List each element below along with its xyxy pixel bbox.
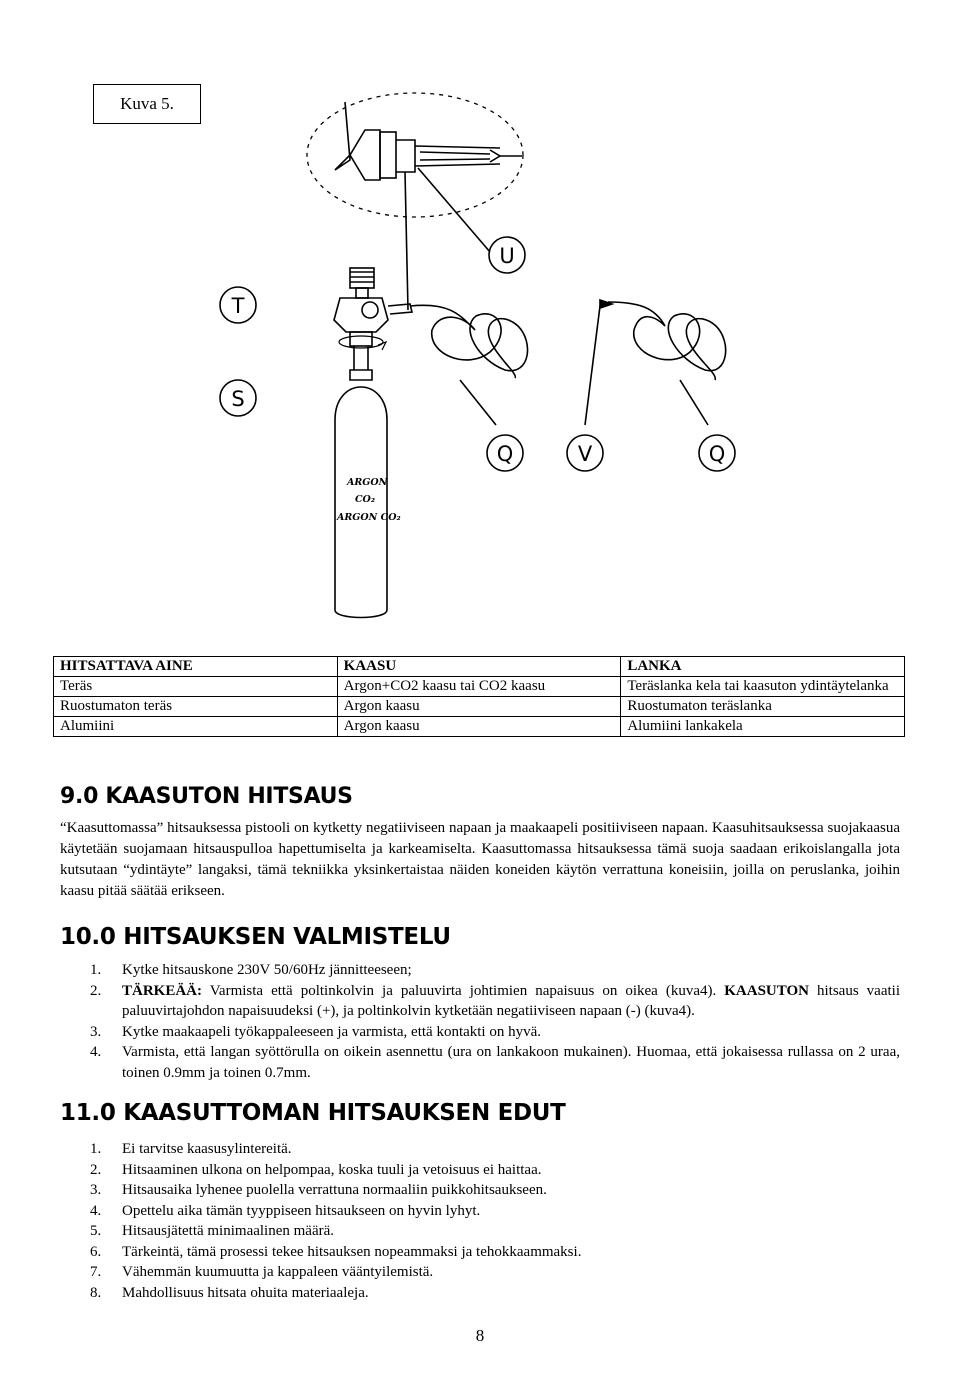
list-text: Mahdollisuus hitsata ohuita materiaaleja. bbox=[122, 1284, 369, 1301]
table-row bbox=[54, 717, 905, 737]
important-text: Varmista että poltinkolvin ja paluuvirta johtimien napaisuus on oikea (kuva4). bbox=[202, 982, 725, 999]
list-item bbox=[60, 1180, 900, 1201]
header-wire: LANKA bbox=[621, 657, 905, 677]
list-number: 2. bbox=[90, 982, 102, 999]
figure-caption: Kuva 5. bbox=[93, 84, 201, 124]
label-s: S bbox=[231, 387, 245, 411]
list-text: Hitsausaika lyhenee puolella verrattuna normaaliin puikkohitsaukseen. bbox=[122, 1182, 547, 1198]
section-9-heading: 9.0 KAASUTON HITSAUS bbox=[60, 784, 353, 809]
section-11-list bbox=[60, 1139, 900, 1303]
header-gas: KAASU bbox=[337, 657, 621, 677]
list-text: Hitsaaminen ulkona on helpompaa, koska tuuli ja vetoisuus ei haittaa. bbox=[122, 1161, 542, 1178]
list-item bbox=[60, 1022, 900, 1043]
list-text: Vähemmän kuumuutta ja kappaleen vääntyilemistä. bbox=[122, 1264, 434, 1280]
list-number: 1. bbox=[90, 962, 102, 978]
list-text: Varmista, että langan syöttörulla on oikein asennettu (ura on lankakoon mukainen). Huomaa, että jokaisessa rullassa on 2 uraa, toinen 0.9mm ja toinen 0.7mm. bbox=[122, 1044, 900, 1081]
list-text bbox=[122, 981, 900, 1022]
list-text: Kytke hitsauskone 230V 50/60Hz jännitteeseen; bbox=[122, 962, 412, 978]
regulator-knob bbox=[350, 268, 374, 288]
list-number: 3. bbox=[90, 1023, 102, 1040]
hose-coil-right bbox=[608, 302, 726, 380]
list-item bbox=[60, 1139, 900, 1160]
gasless-label: KAASUTON bbox=[724, 982, 809, 999]
list-text: Opettelu aika tämän tyyppiseen hitsaukseen on hyvin lyhyt. bbox=[122, 1202, 481, 1219]
list-item bbox=[60, 1283, 900, 1304]
table-row bbox=[54, 697, 905, 717]
list-number: 2. bbox=[90, 1161, 102, 1178]
list-number: 4. bbox=[90, 1044, 102, 1060]
cylinder-text-3: ARGON CO₂ bbox=[337, 512, 401, 523]
cell-gas: Argon kaasu bbox=[337, 717, 621, 737]
list-item bbox=[60, 1242, 900, 1263]
list-number: 4. bbox=[90, 1202, 102, 1219]
label-t: T bbox=[231, 294, 245, 318]
list-text: Kytke maakaapeli työkappaleeseen ja varmista, että kontakti on hyvä. bbox=[122, 1023, 542, 1040]
list-text: Ei tarvitse kaasusylintereitä. bbox=[122, 1141, 292, 1157]
label-u: U bbox=[499, 244, 515, 268]
list-number: 5. bbox=[90, 1223, 102, 1239]
cell-wire: Teräslanka kela tai kaasuton ydintäytelanka bbox=[621, 677, 905, 697]
list-number: 1. bbox=[90, 1141, 102, 1157]
list-item bbox=[60, 1221, 900, 1242]
list-item bbox=[60, 1201, 900, 1222]
list-number: 7. bbox=[90, 1264, 102, 1280]
cell-material: Alumiini bbox=[54, 717, 338, 737]
welding-setup-figure bbox=[200, 80, 760, 640]
list-number: 6. bbox=[90, 1243, 102, 1260]
cell-gas: Argon kaasu bbox=[337, 697, 621, 717]
welding-materials-table bbox=[53, 656, 905, 737]
table-header-row bbox=[54, 657, 905, 677]
list-text: Hitsausjätettä minimaalinen määrä. bbox=[122, 1223, 335, 1239]
header-material: HITSATTAVA AINE bbox=[54, 657, 338, 677]
cylinder-text-2: CO₂ bbox=[355, 494, 375, 505]
list-item bbox=[60, 1160, 900, 1181]
hose-coil-left bbox=[410, 305, 528, 378]
list-text: Tärkeintä, tämä prosessi tekee hitsauksen nopeammaksi ja tehokkaammaksi. bbox=[122, 1243, 582, 1260]
gasless-text: hitsaus vaatii paluuvirtajohdon napaisuudeksi (+), ja poltinkolvin kytketään negatiiviseen napaan (-) (kuva4). bbox=[122, 982, 900, 1019]
cell-wire: Alumiini lankakela bbox=[621, 717, 905, 737]
list-item bbox=[60, 1262, 900, 1283]
cylinder-text-1: ARGON bbox=[347, 477, 388, 488]
cell-material: Ruostumaton teräs bbox=[54, 697, 338, 717]
section-11-heading: 11.0 KAASUTTOMAN HITSAUKSEN EDUT bbox=[60, 1100, 566, 1126]
list-item bbox=[60, 960, 900, 981]
label-q1: Q bbox=[496, 442, 514, 466]
list-number: 3. bbox=[90, 1182, 102, 1198]
regulator-body bbox=[334, 298, 388, 332]
cell-wire: Ruostumaton teräslanka bbox=[621, 697, 905, 717]
page-number: 8 bbox=[475, 1326, 485, 1345]
label-v: V bbox=[577, 442, 593, 466]
nozzle-body bbox=[335, 102, 380, 180]
important-label: TÄRKEÄÄ: bbox=[122, 982, 203, 999]
welding-diagram bbox=[200, 80, 760, 640]
cell-gas: Argon+CO2 kaasu tai CO2 kaasu bbox=[337, 677, 621, 697]
list-item bbox=[60, 1042, 900, 1083]
list-number: 8. bbox=[90, 1284, 102, 1301]
table-row bbox=[54, 677, 905, 697]
label-q2: Q bbox=[708, 442, 726, 466]
section-10-list bbox=[60, 960, 900, 1083]
cell-material: Teräs bbox=[54, 677, 338, 697]
section-10-heading: 10.0 HITSAUKSEN VALMISTELU bbox=[60, 924, 451, 950]
list-item bbox=[60, 981, 900, 1022]
section-9-paragraph: “Kaasuttomassa” hitsauksessa pistooli on kytketty negatiiviseen napaan ja maakaapeli positiiviseen napaan. Kaasuhitsauksessa suojakaasua käytetään suojamaan hitsauspulloa hapettumiselta ja karkeamiselta. Kaasuttomassa hitsauksessa tämä suoja saadaan erikoislangalla jota kutsutaan “ydintäyte” langaksi, tämä tekniikka yksinkertaistaa näiden koneiden käytön verrattuna koneisiin, joilla on peruslanka, joihin kaasu pitää säätää erikseen. bbox=[60, 820, 900, 899]
